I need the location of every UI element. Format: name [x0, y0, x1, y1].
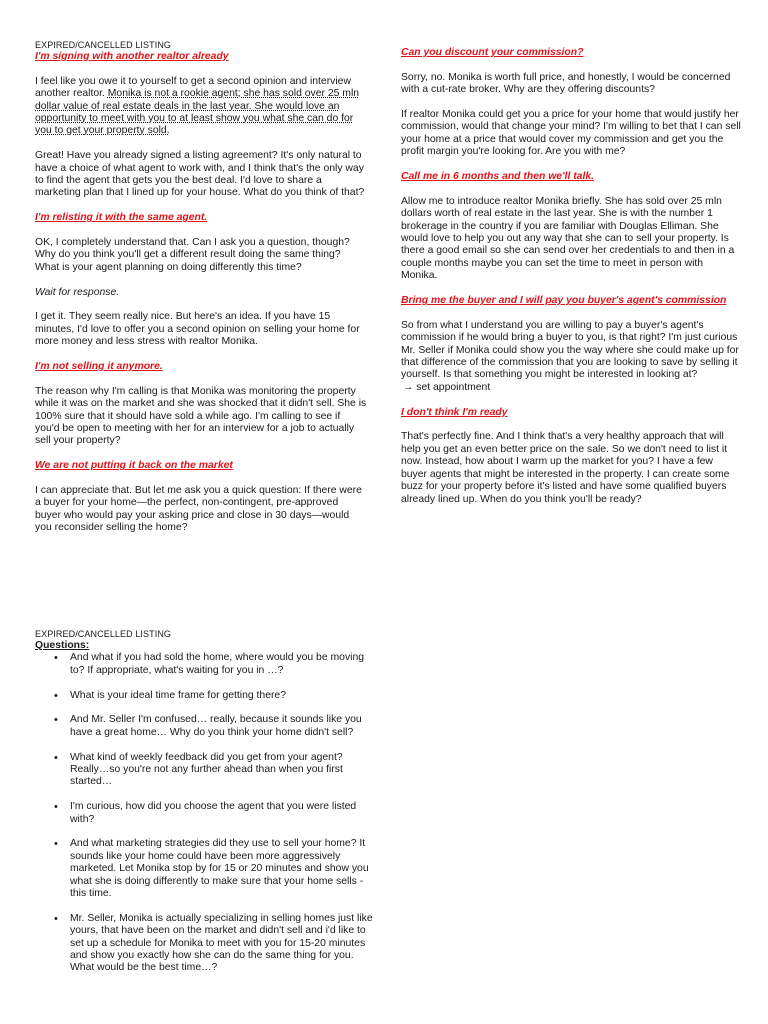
- response-paragraph: Great! Have you already signed a listing agreement? It's only natural to have a choice of what agent to work with, and I think that's the only way to find the agent that gets you the best deal. I'd love to share a marketing plan that I lined up for your house. What do you think of that?: [35, 150, 365, 199]
- response-paragraph: I can appreciate that. But let me ask you a quick question: If there were a buyer for your home—the perfect, non-contingent, pre-approved buyer who would pay your asking price and close in 30 days—would you reconsider selling the home?: [35, 485, 362, 534]
- set-appointment-note: → set appointment: [403, 381, 491, 393]
- response-paragraph: OK, I completely understand that. Can I ask you a question, though? Why do you think you'll get a different result doing the same thing? What is your agent planning on doing differently this time?: [35, 237, 350, 273]
- questions-heading: Questions:: [35, 640, 90, 651]
- page-title: EXPIRED/CANCELLED LISTING: [35, 40, 172, 50]
- response-paragraph: I get it. They seem really nice. But here's an idea. If you have 15 minutes, I'd love to offer you a second opinion on selling your home for more money and less stress with realtor Monika.: [35, 311, 360, 348]
- objection-heading-same-agent: I'm relisting it with the same agent.: [35, 212, 208, 224]
- wait-note: Wait for response.: [35, 286, 120, 298]
- list-item: • I'm curious, how did you choose the agent that you were listed with?: [70, 801, 375, 826]
- left-column: [35, 40, 367, 535]
- objection-heading-not-selling: I'm not selling it anymore.: [35, 361, 163, 373]
- questions-section: [35, 629, 375, 987]
- objection-heading-not-ready: I don't think I'm ready: [401, 406, 508, 418]
- response-paragraph: That's perfectly fine. And I think that's a very healthy approach that will help you get an even better price on the sale. So we don't need to list it now. Instead, how about I warm up the market for you? I have a few buyer agents that might be interested in the property. I can create some buzz for your property before it's listed and have some qualified buyers already lined up. When do you think you'll be ready?: [401, 431, 730, 505]
- list-item: • What kind of weekly feedback did you get from your agent? Really…so you're not any further ahead than when you first started…: [70, 752, 375, 789]
- response-paragraph: [35, 76, 367, 138]
- response-paragraph: Sorry, no. Monika is worth full price, and honestly, I would be concerned with a cut-rate broker. Why are they offering discounts?: [401, 71, 731, 96]
- response-paragraph: The reason why I'm calling is that Monika was monitoring the property while it was on the market and she was shocked that it didn't sell. She is 100% sure that it should have sold a while ago. I'm calling to see if you'd be open to meeting with her for an interview for a job to actually sell your property?: [35, 385, 367, 447]
- list-item: • And Mr. Seller I'm confused… really, because it sounds like you have a great home… Why do you think your home didn't sell?: [70, 714, 375, 739]
- underlined-text: Monika is not a rookie agent; she has sold over 25 mln dollar value of real estate deals in the last year. She would love an opportunity to meet with you to at least show you what she can do for you to get your property sold.: [35, 88, 360, 137]
- page-title: EXPIRED/CANCELLED LISTING: [35, 629, 172, 639]
- objection-heading-bring-buyer: Bring me the buyer and I will pay you buyer's agent's commission: [401, 295, 727, 307]
- questions-list: [35, 652, 375, 974]
- right-column: [401, 47, 741, 506]
- objection-heading-call-later: Call me in 6 months and then we'll talk.: [401, 171, 595, 183]
- list-item: • Mr. Seller, Monika is actually specializing in selling homes just like yours, that have been on the market and didn't sell and i'd like to set up a schedule for Monika to meet with you for 15-20 minutes and show you exactly how she can do the same thing for you. What would be the best time…?: [70, 913, 375, 975]
- objection-heading-discount: Can you discount your commission?: [401, 47, 584, 58]
- response-paragraph: So from what I understand you are willing to pay a buyer's agent's commission if he would bring a buyer to you, is that right? I'm just curious Mr. Seller if Monika could show you the way where she could make up for that difference of the commission that you are looking to save by selling it yourself. Is that something you might be interested in looking at?: [401, 319, 739, 381]
- list-item: • What is your ideal time frame for getting there?: [70, 690, 375, 702]
- objection-heading-another-realtor: I'm signing with another realtor already: [35, 51, 229, 62]
- list-item: • And what marketing strategies did they use to sell your home? It sounds like your home could have been more aggressively marketed. Let Monika stop by for 15 or 20 minutes and show you what she is doing differently to make sure that your home sells - this time.: [70, 838, 375, 900]
- response-paragraph: If realtor Monika could get you a price for your home that would justify her commission, would that change your mind? I'm willing to bet that I can sell your home at a price that would cover my commission and get you the profit margin you're looking for. Are you with me?: [401, 109, 741, 158]
- response-text: I feel like you owe it to yourself to get a second opinion and interview another realtor.: [35, 75, 351, 100]
- objection-heading-not-putting-back: We are not putting it back on the market: [35, 460, 233, 472]
- response-paragraph: Allow me to introduce realtor Monika briefly. She has sold over 25 mln dollars worth of real estate in the last year. She is with the number 1 brokerage in the country if you are familiar with Douglas Elliman. She would love to help you out any way that she can to sell your property. Is there a good email so she can send over her credentials to and then in a couple months maybe you can set the time to meet in person with Monika.: [401, 195, 735, 282]
- list-item: • And what if you had sold the home, where would you be moving to? If appropriate, what's waiting for you in …?: [70, 652, 375, 677]
